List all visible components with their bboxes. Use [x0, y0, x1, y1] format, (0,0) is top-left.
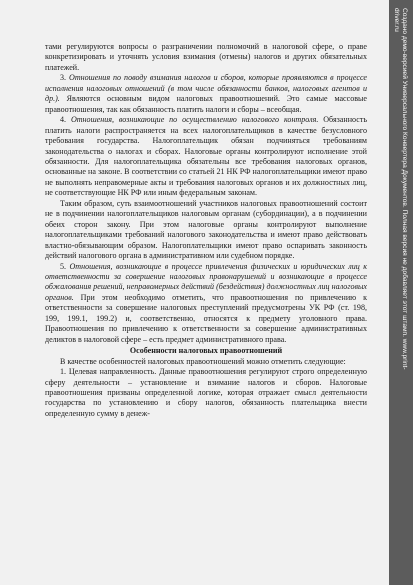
- text-run: Обязанность платить налоги распространяется на всех налогоплательщиков в качестве безусловного требования государства. Налогоплательщик обязан подчиняться требованиям законодательства о налогах и сборах. Налоговые органы контролируют исполнение этой обязанности. Для налогоплательщика обязательны все требования налоговых органов, основанные на законе. В соответствии со статьей 21 НК РФ налогоплательщики имеют право не выполнять неправомерные акты и требования налоговых органов и их должностных лиц, не соответствующие НК РФ или иным федеральным законам.: [45, 115, 368, 198]
- text-run: тами регулируются вопросы о разграничении полномочий в налоговой сфере, о праве конкретизировать и уточнять условия взимания (отмены) налогов и других обязательных платежей.: [45, 42, 367, 72]
- paragraph: [45, 357, 367, 367]
- italic-run: Отношения, возникающие по осуществлению налогового контроля.: [70, 115, 319, 125]
- document-body: [45, 42, 367, 419]
- text-run: Являются основным видом налоговых правоотношений. Это самые массовые правоотношения, так как обязанность платить налоги и сборы – всеобщая.: [45, 94, 367, 114]
- text-run: При этом необходимо отметить, что правоотношения по привлечению к ответственности за совершение налоговых преступлений предусмотрены УК РФ (ст. 198, 199, 199.1, 199.2) и, соответственно, относятся к предмету уголовного права. Правоотношения по привлечению к ответственности за совершение административных деликтов в налоговой сфере – есть предмет административного права.: [45, 292, 367, 344]
- text-run: 3.: [60, 73, 70, 83]
- text-run: 4.: [60, 115, 71, 125]
- watermark-sidebar: [389, 0, 413, 585]
- paragraph: [45, 262, 367, 346]
- paragraph: [45, 73, 367, 115]
- paragraph: [45, 115, 367, 199]
- text-run: 1. Целевая направленность. Данные правоотношения регулируют строго определенную сферу деятельности – установление и взимание налогов и сборов. Налоговые правоотношения призваны определенной логике, которая отражает смысл деятельности государства по установлению и сбору налогов, обязанность плательщика внести определенную сумму в денеж-: [45, 367, 367, 418]
- section-heading: [45, 346, 367, 356]
- paragraph: [45, 367, 367, 419]
- text-run: 5.: [60, 261, 70, 271]
- paragraph: [45, 199, 367, 262]
- text-run: Особенности налоговых правоотношений: [129, 346, 283, 356]
- watermark-text: Создано демо-версией Универсального Конвертера Документов. Полная версия не добавляет этот штамп. www.print-driver.ru: [393, 8, 408, 370]
- text-run: Таким образом, суть взаимоотношений участников налоговых правоотношений состоит не в подчинении налогоплательщиков налоговым органам (субординации), а в подчинении обеих сторон закону. При этом налоговые органы контролируют выполнение налогоплательщиками требований налогового законодательства и имеют право действовать властно-обязывающим образом. Налогоплательщики имеют право оспаривать законность действий налогового органа в административном или судебном порядке.: [45, 198, 367, 261]
- paragraph: [45, 42, 367, 73]
- italic-run: Отношения, возникающие в процессе привлечения физических и юридических лиц к ответственности за совершение налоговых правонарушений и возникающие в процессе обжалования решений, неправомерных действий (бездействия) должностных лиц налоговых органов.: [45, 261, 368, 302]
- italic-run: Отношения по поводу взимания налогов и сборов, которые проявляются в процессе исполнения налоговых отношений (в том числе обязанности банков, налоговых агентов и др.).: [45, 73, 368, 104]
- text-run: В качестве особенностей налоговых правоотношений можно отметить следующие:: [60, 356, 346, 366]
